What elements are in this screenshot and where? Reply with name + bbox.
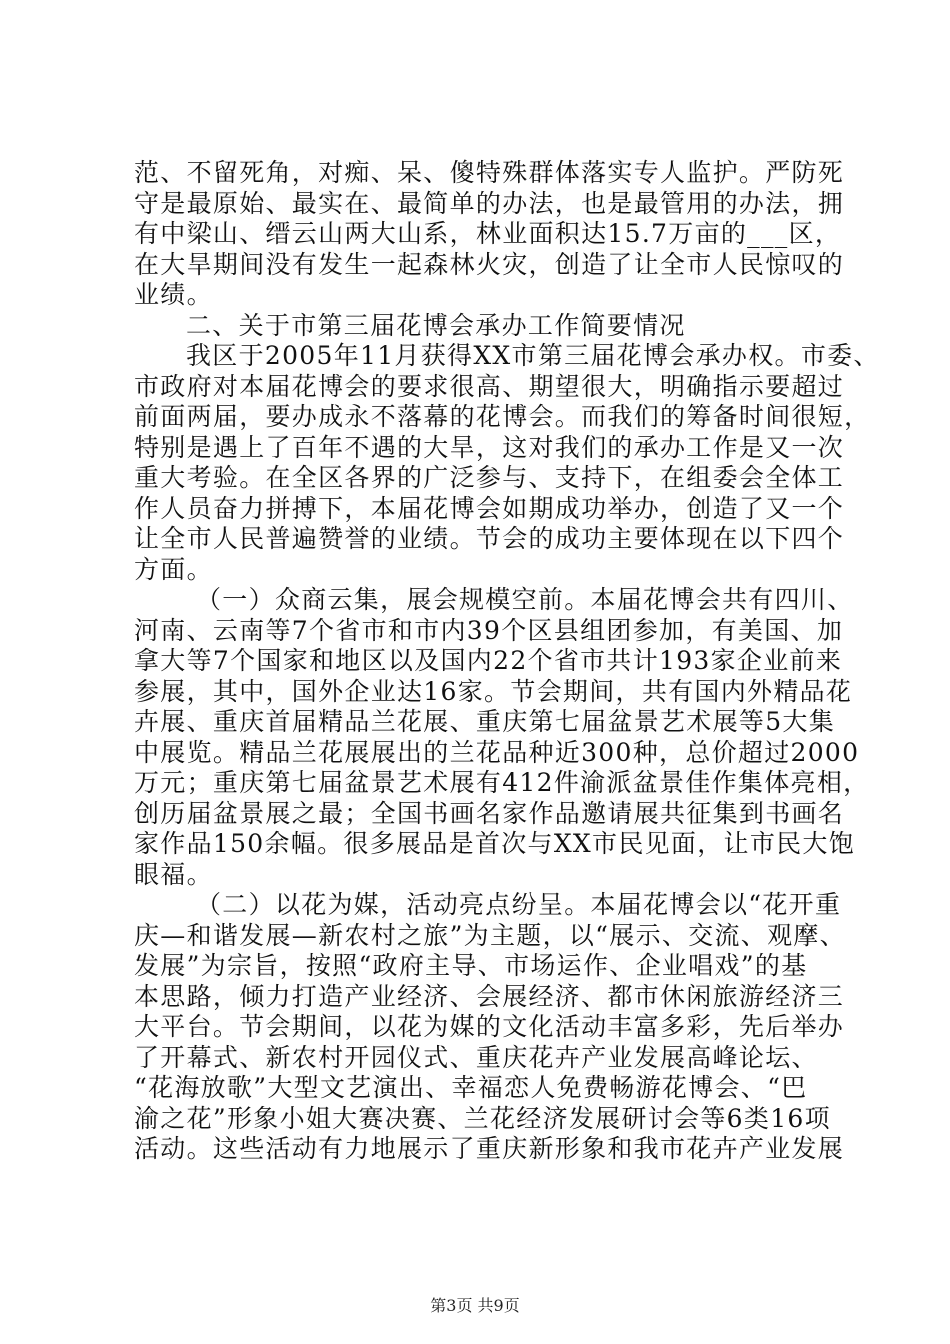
- section-heading: 二、关于市第三届花博会承办工作简要情况: [186, 310, 686, 340]
- text-line: 万元；重庆第七届盆景艺术展有412件渝派盆景佳作集体亮相，: [134, 768, 870, 797]
- text-line: 大平台。节会期间，以花为媒的文化活动丰富多彩，先后举办: [134, 1012, 845, 1041]
- text-line: 守是最原始、最实在、最简单的办法，也是最管用的办法，拥: [134, 188, 845, 218]
- text-line: 创历届盆景展之最；全国书画名家作品邀请展共征集到书画名: [134, 798, 845, 828]
- text-line: 作人员奋力拼搏下，本届花博会如期成功举办，创造了又一个: [134, 493, 845, 523]
- body-text: [134, 158, 880, 1165]
- text-line: 活动。这些活动有力地展示了重庆新形象和我市花卉产业发展: [134, 1134, 845, 1163]
- text-line: 特别是遇上了百年不遇的大旱，这对我们的承办工作是又一次: [134, 432, 845, 462]
- text-line: 市政府对本届花博会的要求很高、期望很大，明确指示要超过: [134, 371, 845, 401]
- text-line: 我区于2005年11月获得XX市第三届花博会承办权。市委、: [186, 341, 880, 370]
- subsection-line: （一）众商云集，展会规模空前。本届花博会共有四川、: [196, 585, 854, 614]
- text-line: 拿大等7个国家和地区以及国内22个省市共计193家企业前来: [134, 646, 843, 675]
- text-line: 庆—和谐发展—新农村之旅”为主题，以“展示、交流、观摩、: [134, 920, 846, 950]
- text-line: 本思路，倾力打造产业经济、会展经济、都市休闲旅游经济三: [134, 981, 845, 1011]
- text-line: 中展览。精品兰花展展出的兰花品种近300种，总价超过2000: [134, 737, 860, 767]
- text-line: 卉展、重庆首届精品兰花展、重庆第七届盆景艺术展等5大集: [134, 707, 836, 736]
- text-line: 眼福。: [134, 859, 213, 889]
- subsection-line: （二）以花为媒，活动亮点纷呈。本届花博会以“花开重: [196, 890, 842, 919]
- text-line: 渝之花”形象小姐大赛决赛、兰花经济发展研讨会等6类16项: [134, 1103, 831, 1133]
- text-line: 发展”为宗旨，按照“政府主导、市场运作、企业唱戏”的基: [134, 951, 808, 980]
- text-line: 重大考验。在全区各界的广泛参与、支持下，在组委会全体工: [134, 463, 845, 492]
- text-line: 在大旱期间没有发生一起森林火灾，创造了让全市人民惊叹的: [134, 249, 845, 279]
- text-line: 让全市人民普遍赞誉的业绩。节会的成功主要体现在以下四个: [134, 524, 845, 553]
- text-line: 了开幕式、新农村开园仪式、重庆花卉产业发展高峰论坛、: [134, 1042, 818, 1072]
- text-line: 参展，其中，国外企业达16家。节会期间，共有国内外精品花: [134, 676, 853, 706]
- text-line: 业绩。: [134, 280, 213, 309]
- text-line: “花海放歌”大型文艺演出、幸福恋人免费畅游花博会、“巴: [134, 1073, 808, 1102]
- page-footer: [0, 1296, 950, 1316]
- text-line: 有中梁山、缙云山两大山系，林业面积达15.7万亩的___区，: [134, 219, 842, 248]
- page-indicator: 第3页 共9页: [430, 1296, 520, 1315]
- text-line: 范、不留死角，对痴、呆、傻特殊群体落实专人监护。严防死: [134, 158, 845, 187]
- text-line: 前面两届，要办成永不落幕的花博会。而我们的筹备时间很短，: [134, 402, 871, 431]
- text-line: 方面。: [134, 554, 213, 584]
- text-line: 家作品150余幅。很多展品是首次与XX市民见面，让市民大饱: [134, 829, 856, 858]
- text-line: 河南、云南等7个省市和市内39个区县组团参加，有美国、加: [134, 615, 844, 645]
